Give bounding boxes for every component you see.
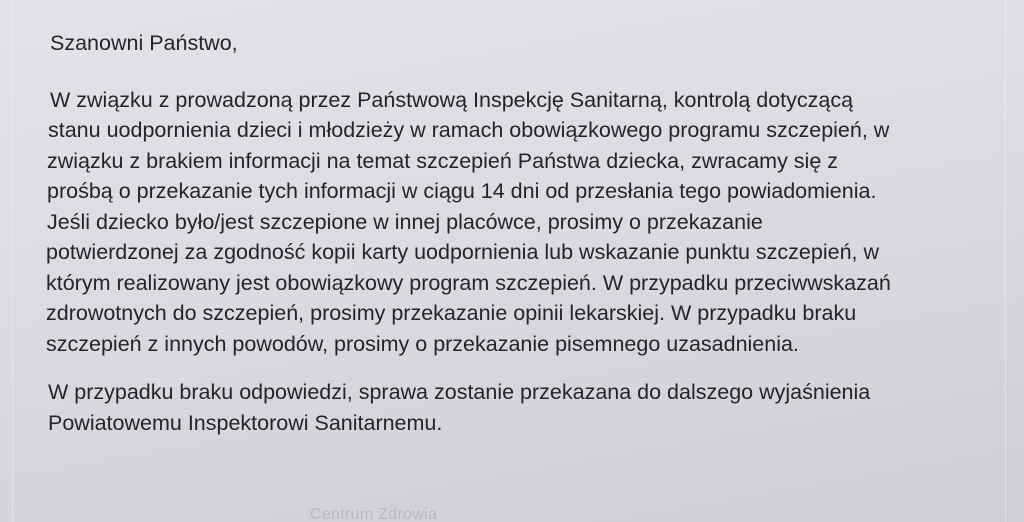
paragraph-1-line: szczepień z innych powodów, prosimy o przekazanie pisemnego uzasadnienia. xyxy=(46,331,799,356)
paragraph-1-line: potwierdzonej za zgodność kopii karty uodpornienia lub wskazanie punktu szczepień, w xyxy=(46,240,880,264)
paragraph-2-line: W przypadku braku odpowiedzi, sprawa zostanie przekazana do dalszego wyjaśnienia xyxy=(48,380,871,404)
letter-paragraph-1 xyxy=(46,85,1016,360)
letter-paragraph-2 xyxy=(46,377,1016,438)
paragraph-1-line: zdrowotnych do szczepień, prosimy przekazanie opinii lekarskiej. W przypadku braku xyxy=(46,301,857,325)
paper-fold-left xyxy=(12,0,13,522)
letter-greeting: Szanowni Państwo, xyxy=(50,31,238,55)
paragraph-1-line: Jeśli dziecko było/jest szczepione w innej placówce, prosimy o przekazanie xyxy=(47,209,763,234)
paragraph-2-line: Powiatowemu Inspektorowi Sanitarnemu. xyxy=(48,410,443,435)
paragraph-1-line: którym realizowany jest obowiązkowy program szczepień. W przypadku przeciwwskazań xyxy=(46,270,891,295)
paragraph-1-line: prośbą o przekazanie tych informacji w ciągu 14 dni od przesłania tego powiadomienia. xyxy=(47,179,877,203)
paragraph-1-line: stanu uodpornienia dzieci i młodzieży w ramach obowiązkowego programu szczepień, w xyxy=(48,118,890,142)
paragraph-1-line: związku z brakiem informacji na temat szczepień Państwa dziecka, zwracamy się z xyxy=(47,148,839,173)
footer-faint-text: Centrum Zdrowia xyxy=(310,506,438,522)
letter-body xyxy=(46,28,1016,438)
paragraph-1-line: W związku z prowadzoną przez Państwową Inspekcję Sanitarną, kontrolą dotyczącą xyxy=(50,87,854,112)
